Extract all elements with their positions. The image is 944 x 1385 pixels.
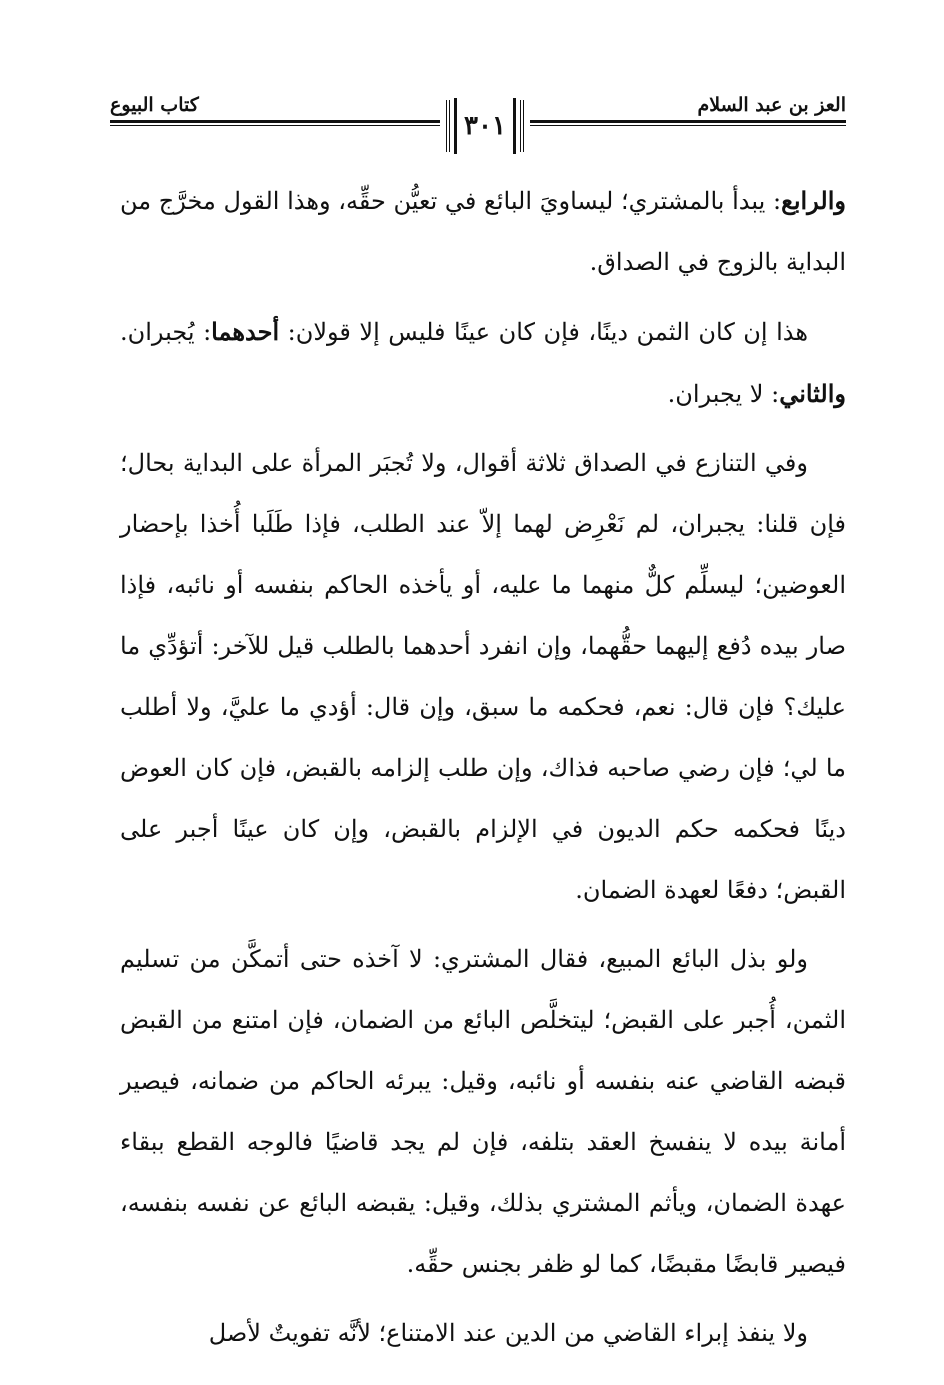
paragraph-1-lead: والرابع (781, 186, 846, 215)
page-number-frame (446, 100, 524, 152)
paragraph-2 (120, 301, 846, 425)
paragraph-3: وفي التنازع في الصداق ثلاثة أقوال، ولا تُجبَر المرأة على البداية بحال؛ فإن قلنا: يجبران، لم نَعْرِض لهما إلاّ عند الطلب، فإذا طَلَبا أُخذا بإحضار العوضين؛ ليسلِّم كلٌّ منهما ما عليه، أو يأخذه الحاكم بنفسه أو نائبه، فإذا صار بيده دُفع إليهما حقُّهما، وإن انفرد أحدهما بالطلب قيل للآخر: أتؤدِّي ما عليك؟ فإن قال: نعم، فحكمه ما سبق، وإن قال: أؤدي ما عليَّ، ولا أطلب ما لي؛ فإن رضي صاحبه فذاك، وإن طلب إلزامه بالقبض، فإن كان العوض دينًا فحكمه حكم الديون في الإلزام بالقبض، وإن كان عينًا أجبر على القبض؛ دفعًا لعهدة الضمان. (120, 449, 847, 904)
paragraph-2-bold-b: والثاني (779, 379, 846, 408)
paragraph-1-text: : يبدأ بالمشتري؛ ليساويَ البائع في تعيُّن حقِّه، وهذا القول مخرَّج من البداية بالزوج في الصداق. (120, 187, 846, 276)
paragraph-1 (120, 170, 846, 293)
book-section-title: كتاب البيوع (110, 94, 199, 116)
page-header (110, 92, 846, 158)
paragraph-2-bold-a: أحدهما (211, 317, 280, 346)
header-rule-right (530, 120, 846, 126)
page-number: ٣٠١ (464, 111, 506, 141)
paragraph-5: ولا ينفذ إبراء القاضي من الدين عند الامتناع؛ لأنَّه تفويتٌ لأصل (208, 1319, 808, 1347)
paragraph-2-text-a: هذا إن كان الثمن دينًا، فإن كان عينًا فليس إلا قولان: (279, 318, 808, 346)
header-rule-left (110, 120, 440, 126)
author-title: العز بن عبد السلام (697, 94, 846, 116)
paragraph-2-text-b: : يُجبران. (120, 318, 212, 346)
paragraph-2-text-c: : لا يجبران. (667, 380, 780, 408)
paragraph-4: ولو بذل البائع المبيع، فقال المشتري: لا آخذه حتى أتمكَّن من تسليم الثمن، أُجبر على القبض؛ ليتخلَّص البائع من الضمان، فإن امتنع من القبض قبضه القاضي عنه بنفسه أو نائبه، وقيل: يبرئه الحاكم من ضمانه، فيصير أمانة بيده لا ينفسخ العقد بتلفه، فإن لم يجد قاضيًا فالوجه القطع ببقاء عهدة الضمان، ويأثم المشتري بذلك، وقيل: يقبضه البائع عن نفسه بنفسه، فيصير قابضًا مقبضًا، كما لو ظفر بجنس حقِّه. (120, 945, 847, 1278)
page-body (120, 170, 846, 1372)
